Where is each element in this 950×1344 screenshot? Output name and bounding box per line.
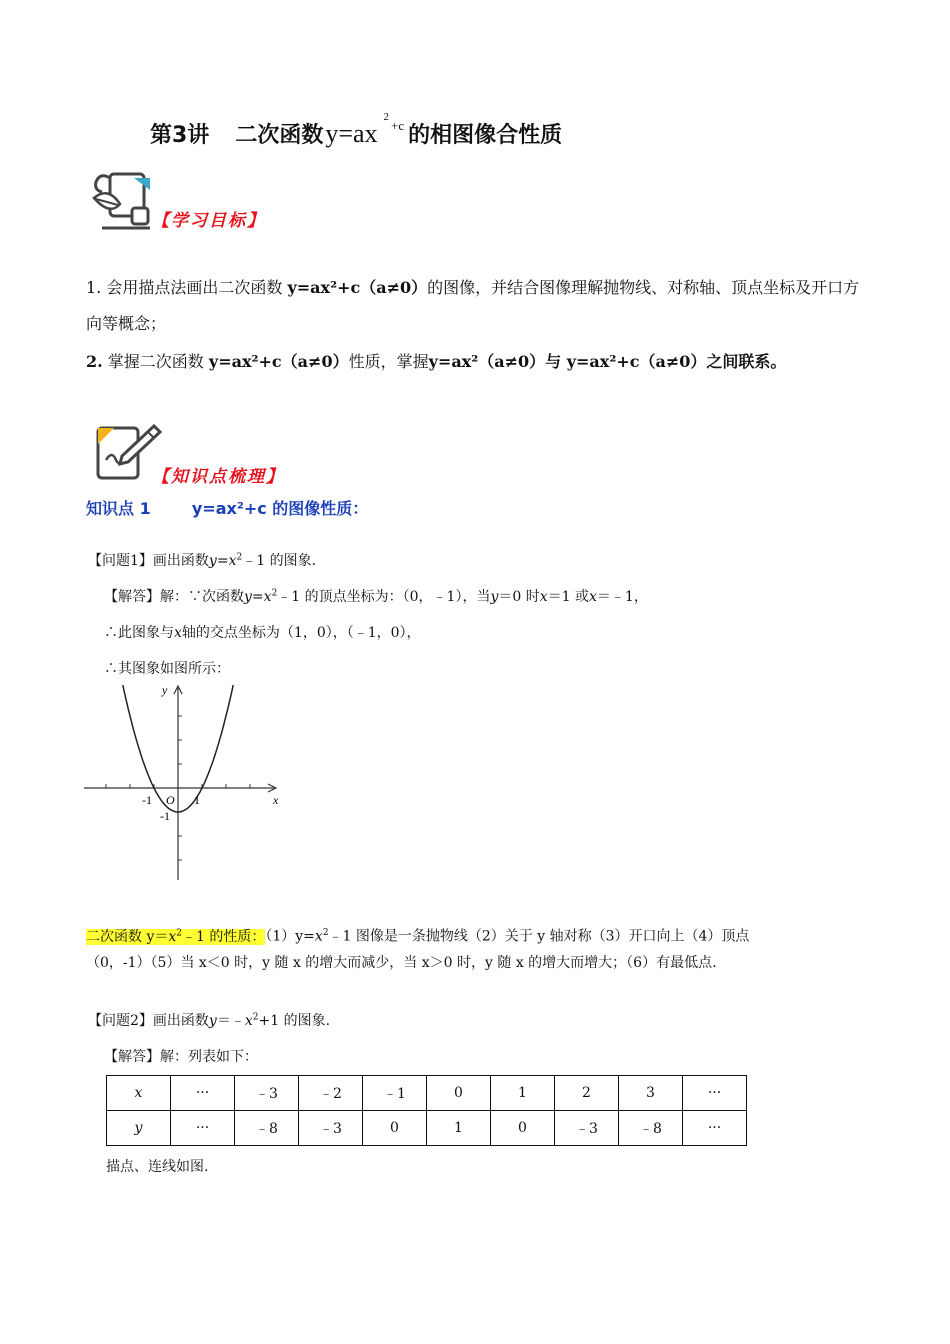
problem-2-func-x: x	[244, 1013, 253, 1029]
problem-2-answer: 【解答】解：列表如下：	[104, 1049, 258, 1065]
objective-1-text-b: 的图像，并结合图像理解抛物线、对称轴、顶点坐标及开口方向等概念；	[86, 278, 860, 333]
answer-func-x: x	[263, 589, 272, 605]
answer-func-eq: =	[251, 589, 264, 605]
problem-1-title	[88, 550, 316, 570]
problem-1-func-y: y	[208, 553, 217, 569]
table-cell: ﹣8	[235, 1111, 299, 1146]
problem-1-func-rest: ﹣1 的图象.	[242, 553, 317, 569]
prop-p1-sup: 2	[322, 928, 329, 938]
problem-2-title-text: 【问题2】画出函数	[88, 1013, 209, 1029]
problem-1-func-x: x	[228, 553, 237, 569]
problem-1-answer-line3: ∴其图象如图所示：	[104, 661, 230, 677]
prop-hl-x: x	[168, 928, 177, 945]
problem-2-func-eq: ＝﹣	[216, 1013, 245, 1029]
problem-1-func-sup: 2	[236, 552, 243, 563]
answer-vertex: ﹣1 的顶点坐标为：（0，﹣1），当	[277, 589, 491, 605]
y-axis-label: y	[162, 683, 168, 697]
answer-label: 【解答】解：∵次函数	[104, 589, 244, 605]
table-cell: ﹣3	[235, 1076, 299, 1111]
title-formula	[325, 111, 406, 149]
problem-1-answer-line1	[104, 586, 648, 606]
prop-p1-a: （1）y=	[265, 928, 315, 945]
kp-text: y=ax²+c 的图像性质：	[191, 499, 369, 518]
prop-hl-b: ﹣1 的性质：	[182, 928, 266, 945]
knowledge-point-heading	[86, 496, 368, 519]
origin-label: O	[166, 793, 175, 807]
y-tick-label-neg1: -1	[160, 809, 170, 823]
properties-paragraph	[86, 920, 756, 976]
answer-func-sup: 2	[271, 588, 278, 599]
objective-2	[86, 344, 866, 380]
answer-x1: x	[539, 589, 548, 605]
x-axis-label: x	[273, 793, 279, 807]
prop-hl-a: 二次函数 y＝	[86, 928, 169, 945]
x-tick-label-pos1: 1	[194, 793, 200, 807]
table-cell: y	[107, 1111, 171, 1146]
title-formula-main: y=ax	[325, 119, 378, 148]
problem-2-func-y: y	[208, 1013, 217, 1029]
table-row-x	[107, 1076, 747, 1111]
scroll-quill-icon	[88, 168, 158, 232]
table-cell: 1	[491, 1076, 555, 1111]
objective-2-num: 2.	[86, 352, 103, 371]
problem-1-func-eq: =	[216, 553, 229, 569]
prop-hl-sup: 2	[176, 928, 182, 938]
section-knowledge-points: 【知识点梳理】	[152, 467, 285, 487]
table-cell: 2	[555, 1076, 619, 1111]
table-cell: ﹣8	[619, 1111, 683, 1146]
table-cell: x	[107, 1076, 171, 1111]
x-tick-label-neg1: -1	[142, 793, 152, 807]
prop-p1-x: x	[314, 928, 323, 945]
problem-2-func-rest: +1 的图象.	[258, 1013, 331, 1029]
answer-eq1: ＝1 或	[547, 589, 590, 605]
answer-eq2: ＝﹣1，	[596, 589, 648, 605]
value-table	[106, 1075, 747, 1146]
answer-func-y: y	[244, 589, 252, 605]
objective-1	[86, 270, 866, 342]
problem-2-after: 描点、连线如图.	[106, 1159, 209, 1175]
table-cell: ﹣3	[555, 1111, 619, 1146]
table-row-y	[107, 1111, 747, 1146]
table-cell: ﹣1	[363, 1076, 427, 1111]
answer-when-y: y	[490, 589, 499, 605]
properties-highlight	[86, 929, 265, 945]
table-cell: 3	[619, 1076, 683, 1111]
title-formula-sup: 2	[383, 111, 390, 123]
title-suffix: 的相图像合性质	[408, 123, 563, 148]
prop-p1-b: ﹣1 图像是一条抛物线（2）关于 y 轴对称（3）开口向上（4）顶点（0，-1）（5）当 x＜0 时，y 随 x 的增大而减少，当 x＞0 时，y 随 x 的增大而增大；（6）有最低点.	[86, 928, 750, 971]
table-cell: 0	[363, 1111, 427, 1146]
objective-1-formula: y=ax²+c（a≠0）	[287, 278, 428, 297]
objective-2-text-a: 掌握二次函数	[107, 352, 204, 371]
table-cell: 0	[491, 1111, 555, 1146]
kp-label: 知识点 1	[86, 499, 151, 518]
answer-line2-x: x	[174, 625, 182, 641]
problem-1-title-text: 【问题1】画出函数	[88, 553, 209, 569]
parabola-graph	[84, 680, 284, 885]
table-cell: ﹣3	[299, 1111, 363, 1146]
answer-x2: x	[589, 589, 597, 605]
objective-1-num: 1.	[86, 278, 102, 297]
table-cell: ···	[171, 1076, 235, 1111]
objective-2-formula1: y=ax²+c（a≠0）	[208, 352, 349, 371]
problem-1-answer-line2	[104, 622, 421, 642]
table-cell: ﹣2	[299, 1076, 363, 1111]
title-middle: 二次函数	[235, 123, 324, 148]
answer-zero: ＝0 时	[498, 589, 540, 605]
title-formula-c: +c	[391, 118, 405, 133]
objective-1-text-a: 会用描点法画出二次函数	[106, 278, 283, 297]
page-title	[150, 111, 563, 149]
answer-line2-a: ∴此图象与	[104, 625, 174, 641]
problem-2-title	[88, 1010, 330, 1030]
objective-2-text-b: 性质，掌握	[348, 352, 429, 371]
table-cell: ···	[171, 1111, 235, 1146]
table-cell: ···	[683, 1111, 747, 1146]
table-cell: ···	[683, 1076, 747, 1111]
table-cell: 1	[427, 1111, 491, 1146]
problem-2-func-sup: 2	[252, 1012, 259, 1023]
answer-line2-b: 轴的交点坐标为（1，0），（﹣1，0），	[181, 625, 421, 641]
objective-2-formula2: y=ax²（a≠0）与 y=ax²+c（a≠0）之间联系。	[428, 352, 787, 371]
section-learning-goals: 【学习目标】	[152, 211, 266, 231]
title-prefix: 第3讲	[150, 123, 210, 148]
table-cell: 0	[427, 1076, 491, 1111]
